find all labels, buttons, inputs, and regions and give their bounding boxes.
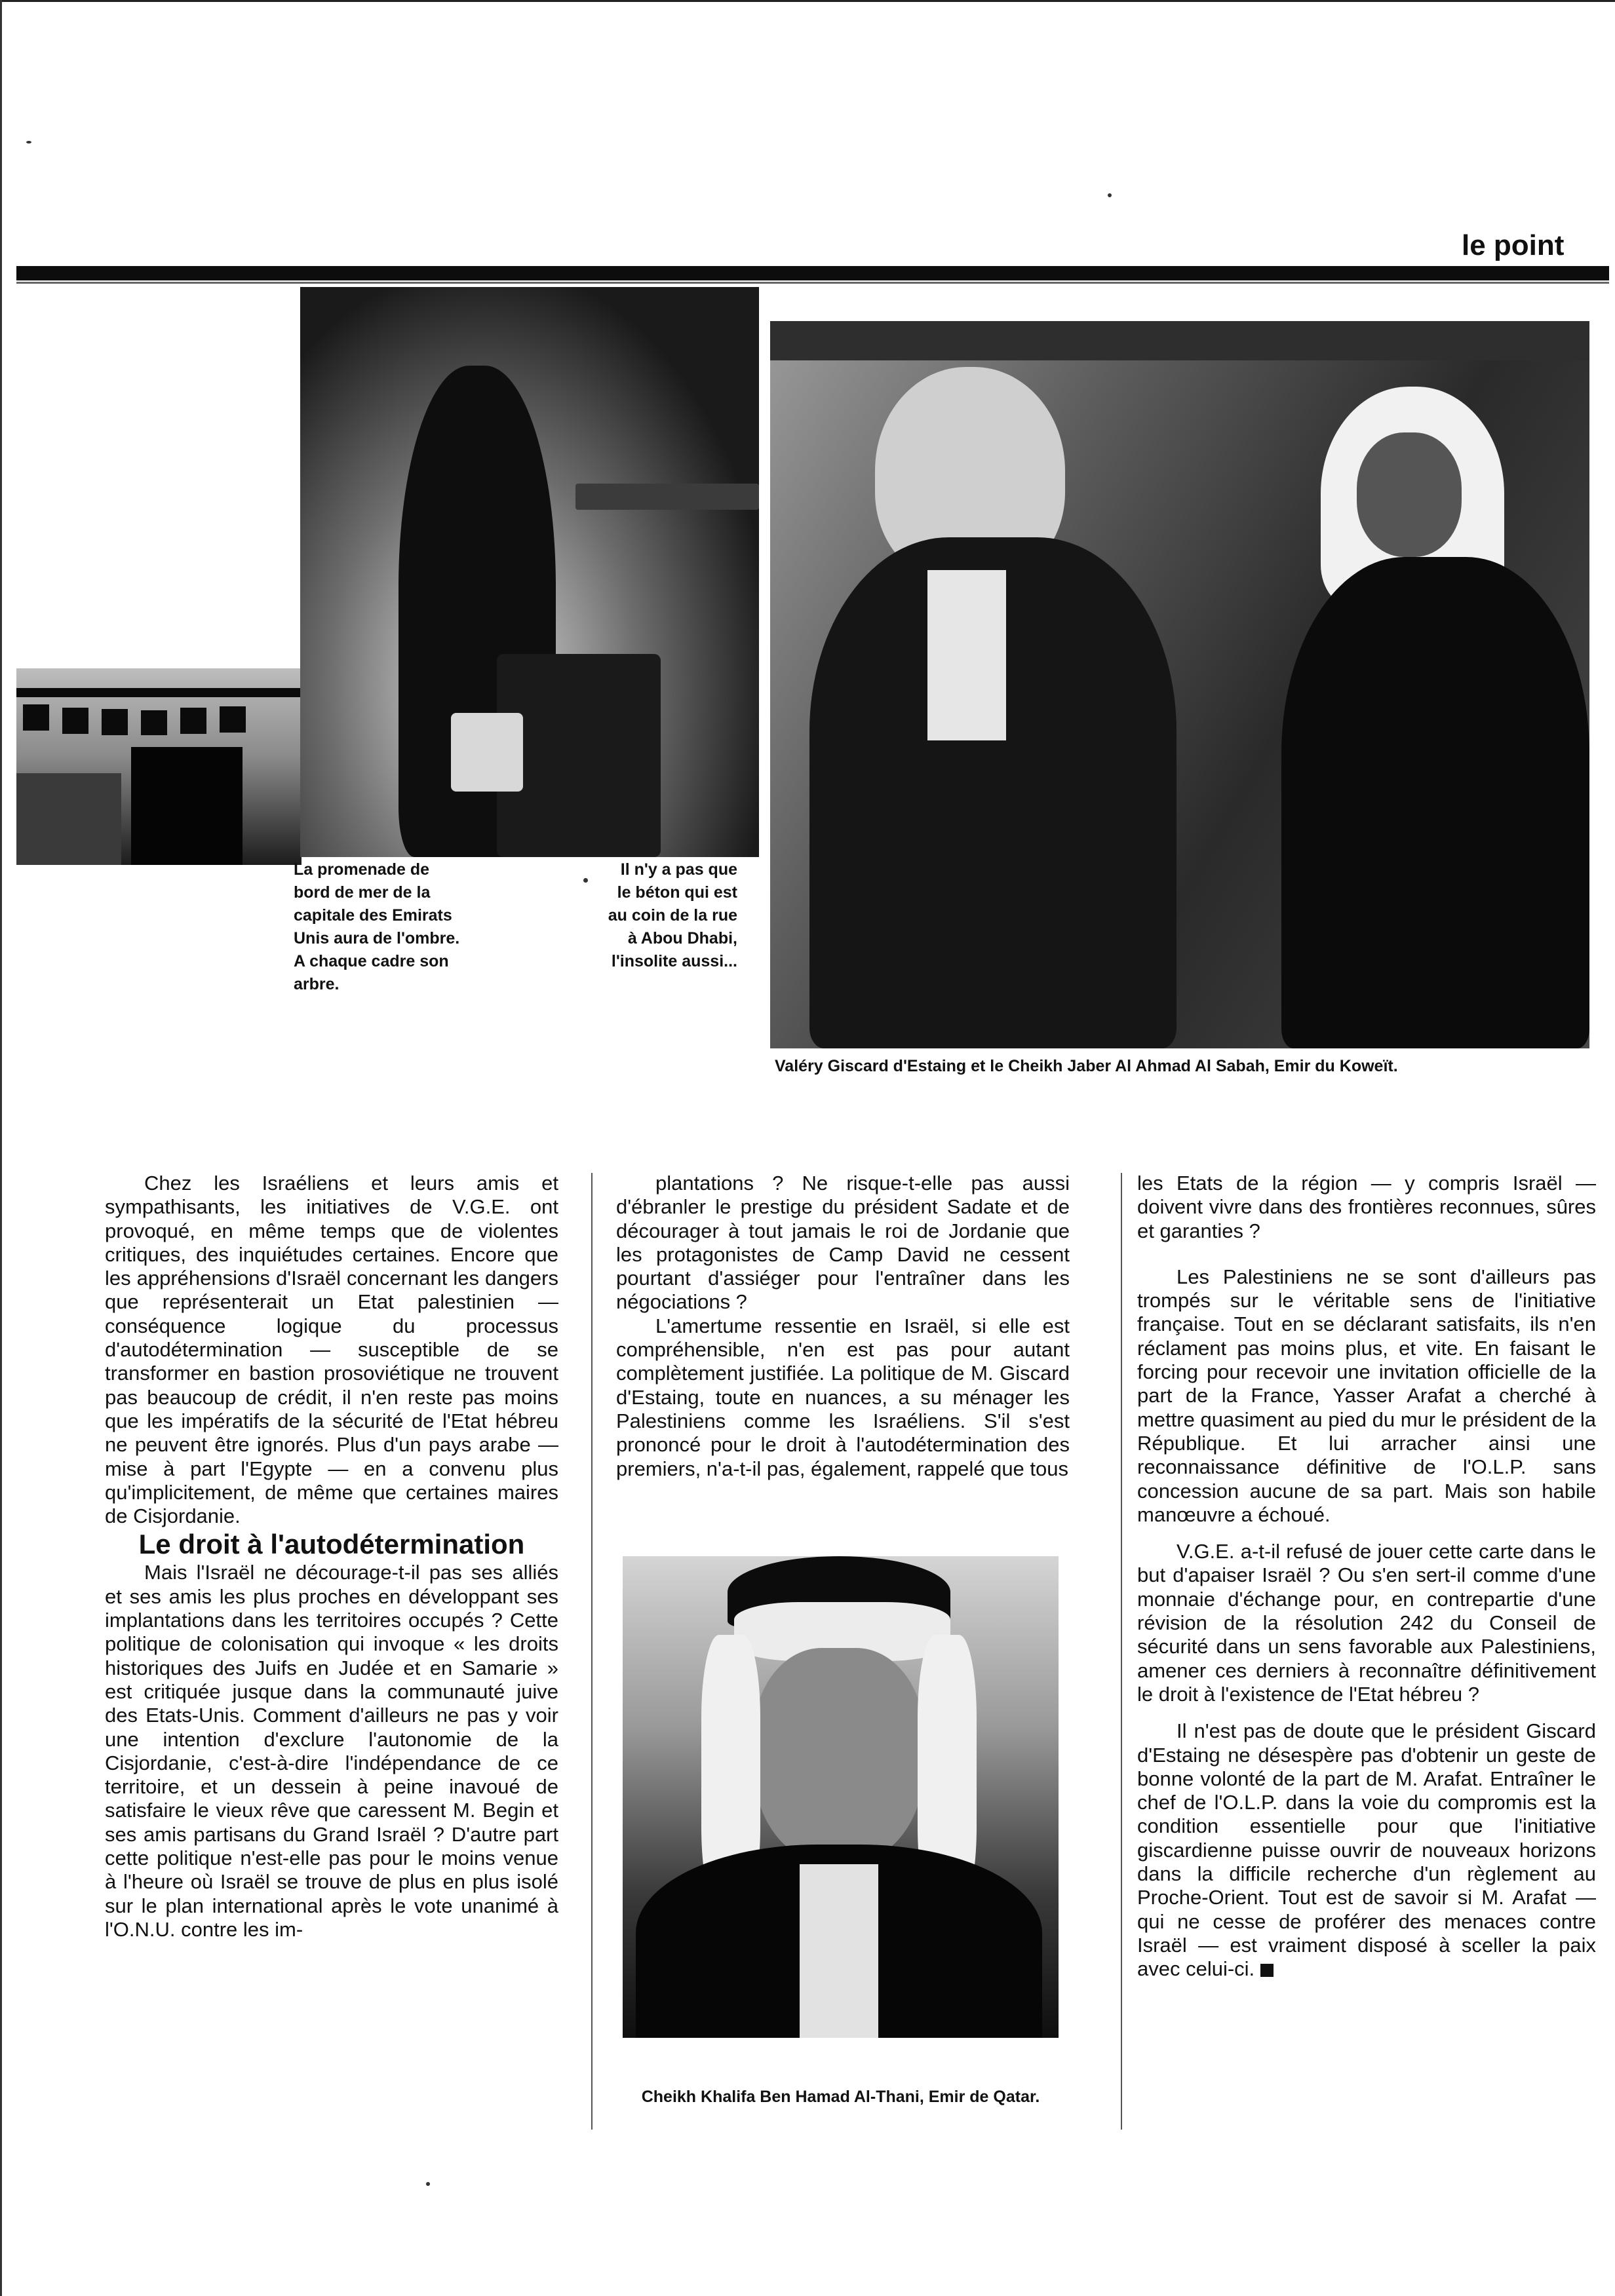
article-subhead: Le droit à l'autodétermination xyxy=(138,1529,525,1560)
column-divider xyxy=(1121,1173,1122,2130)
scan-speck xyxy=(26,141,31,144)
header-rule xyxy=(16,266,1609,280)
khalifa-caption: Cheikh Khalifa Ben Hamad Al-Thani, Emir de Qatar. xyxy=(641,2088,1040,2106)
article-paragraph: L'amertume ressentie en Israël, si elle est compréhensible, n'en est pas pour autant complètement justifiée. La politique de M. Giscard d'Estaing, toute en nuances, a su ménager les Palestiniens comme les Israéliens. S'il s'est prononcé pour le droit à l'autodétermination des premiers, n'a-t-il pas, également, rappelé que tous xyxy=(616,1314,1070,1480)
promenade-caption: La promenade de bord de mer de la capitale des Emirats Unis aura de l'ombre. A chaque cadre son arbre. xyxy=(294,860,460,993)
scan-speck xyxy=(1108,193,1112,197)
article-paragraph-text: Il n'est pas de doute que le président Giscard d'Estaing ne désespère pas d'obtenir un geste de bonne volonté de la part de M. Arafat. Entraîner le chef de l'O.L.P. dans la voie du compromis est la condition essentielle pour que l'initiative giscardienne puisse ouvrir de nouveaux horizons dans la difficile recherche d'un règlement au Proche-Orient. Tout est de savoir si M. Arafat — qui ne cesse de proférer des menaces contre Israël — est vraiment disposé à sceller la paix avec celui-ci. xyxy=(1137,1719,1596,1981)
section-label: le point xyxy=(1462,229,1565,261)
page-left-border xyxy=(0,0,2,2296)
khalifa-portrait-photo xyxy=(623,1556,1059,2038)
article-paragraph xyxy=(1137,1719,1596,1981)
article-paragraph: plantations ? Ne risque-t-elle pas aussi d'ébranler le prestige du président Sadate et de décourager à tout jamais le roi de Jordanie que les protagonistes de Camp David ne cessent pourtant d'assiéger pour l'entraîner dans les négociations ? xyxy=(616,1172,1070,1314)
article-column-1 xyxy=(105,1172,558,1942)
promenade-photo xyxy=(16,668,302,865)
article-paragraph: Mais l'Israël ne décourage-t-il pas ses alliés et ses amis les plus proches en développant ses implantations dans les territoires occupés ? Cette politique de colonisation qui invoque « les droits historiques des Juifs en Judée et en Samarie » est critiquée jusque dans la communauté juive des Etats-Unis. Comment d'ailleurs ne pas y voir une intention d'exclure l'autonomie de la Cisjordanie, c'est-à-dire l'indépendance de ce territoire, et un dessein à peine inavoué de satisfaire le vieux rêve que caressent M. Begin et ses amis partisans du Grand Israël ? D'autre part cette politique n'est-elle pas pour le moins venue à l'heure où Israël se trouve de plus en plus isolé sur le plan international après le vote unanimé à l'O.N.U. contre les im- xyxy=(105,1561,558,1941)
street-scene-photo xyxy=(300,287,759,857)
page-top-border xyxy=(0,0,1615,2)
article-paragraph: Chez les Israéliens et leurs amis et sympathisants, les initiatives de V.G.E. ont provoqué, en même temps que de violentes critiques, des inquiétudes certaines. Encore que les appréhensions d'Israël concernant les dangers que représenterait un Etat palestinien — conséquence logique du processus d'autodétermination — susceptible de se transformer en bastion prosoviétique ne trouvent pas beaucoup de crédit, il n'en reste pas moins que les impératifs de la sécurité de l'Etat hébreu ne peuvent être ignorés. Plus d'un pays arabe — mise à part l'Egypte — en a convenu plus qu'implicitement, de même que certaines maires de Cisjordanie. xyxy=(105,1172,558,1528)
article-column-3 xyxy=(1137,1172,1596,1981)
article-paragraph: les Etats de la région — y compris Israël — doivent vivre dans des frontières reconnues, sûres et garanties ? xyxy=(1137,1172,1596,1242)
end-mark-icon xyxy=(1260,1964,1274,1977)
article-paragraph: Les Palestiniens ne se sont d'ailleurs pas trompés sur le véritable sens de l'initiative française. Tout en se déclarant satisfaits, ils n'en réclament pas moins plus, et vite. En faisant le forcing pour recevoir une invitation officielle de la part de la France, Yasser Arafat a cherché à mettre quasiment au pied du mur le président de la République. Et lui arracher ainsi une reconnaissance définitive de l'O.L.P. sans concession aucune de sa part. Mais son habile manœuvre a échoué. xyxy=(1137,1265,1596,1526)
giscard-sabah-caption: Valéry Giscard d'Estaing et le Cheikh Jaber Al Ahmad Al Sabah, Emir du Koweït. xyxy=(775,1057,1398,1075)
giscard-sabah-photo xyxy=(770,321,1589,1048)
scan-speck xyxy=(426,2182,430,2186)
header-rule-thin xyxy=(16,282,1609,284)
scan-speck xyxy=(583,878,588,883)
article-column-2 xyxy=(616,1172,1070,1481)
article-paragraph: V.G.E. a-t-il refusé de jouer cette carte dans le but d'apaiser Israël ? Ou s'en sert-il comme d'une monnaie d'échange pour, en contrepartie d'une révision de la résolution 242 du Conseil de sécurité dans un sens favorable aux Palestiniens, amener ces derniers à reconnaître définitivement le droit à l'existence de l'Etat hébreu ? xyxy=(1137,1540,1596,1706)
column-divider xyxy=(591,1173,593,2130)
street-scene-caption: Il n'y a pas que le béton qui est au coin de la rue à Abou Dhabi, l'insolite aussi... xyxy=(608,860,737,970)
